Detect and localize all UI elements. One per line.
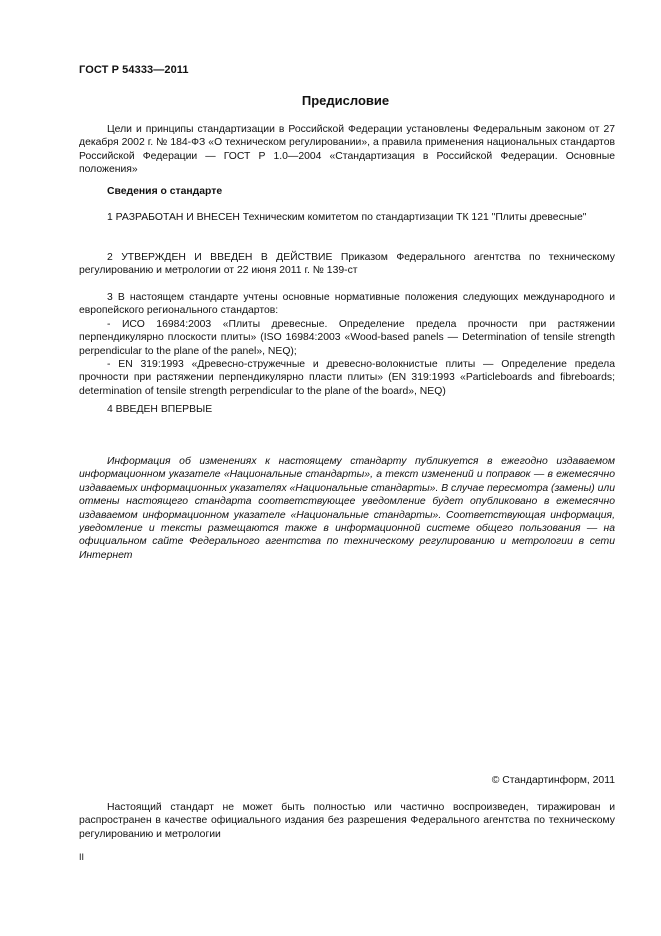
info-notice-text: Информация об изменениях к настоящему стандарту публикуется в ежегодно издаваемом информационном указателе «Национальные стандарты», а текст изменений и поправок — в ежемесячно издаваемых информационных указателях «Национальные стандарты». В случае пересмотра (замены) или отмены настоящего стандарта соответствующее уведомление будет опубликовано в ежемесячно издаваемом информационном указателе «Национальные стандарты». Соответствующая информация, уведомление и тексты размещаются также в информационной системе общего пользования — на официальном сайте Федерального агентства по техническому регулированию и метрологии в сети Интернет: [79, 456, 615, 561]
item-3: [79, 291, 615, 398]
item-2-text: 2 УТВЕРЖДЕН И ВВЕДЕН В ДЕЙСТВИЕ Приказом Федерального агентства по техническому регулированию и метрологии от 22 июня 2011 г. № 139-ст: [79, 252, 615, 277]
standard-info-heading-wrap: [79, 185, 615, 198]
item-1: [79, 211, 615, 224]
section-heading: Сведения о стандарте: [107, 186, 223, 197]
intro-section: [79, 123, 615, 177]
item-2: [79, 251, 615, 278]
item-3-sub-2: - EN 319:1993 «Древесно-стружечные и древесно-волокнистые плиты — Определение предела прочности при растяжении перпендикулярно пласти плиты» (EN 319:1993 «Particleboards and fibreboards; determination of tensile strength perpendicular to the plane of the board», NEQ): [79, 359, 615, 397]
item-3-sub-1: - ИСО 16984:2003 «Плиты древесные. Определение предела прочности при растяжении перпендикулярно плоскости плиты» (ISO 16984:2003 «Wood-based panels — Determination of tensile strength perpendicular to the plane of the panel», NEQ);: [79, 318, 615, 357]
item-4-text: 4 ВВЕДЕН ВПЕРВЫЕ: [107, 404, 213, 415]
page-number: II: [79, 852, 85, 862]
footer-notice-text: Настоящий стандарт не может быть полностью или частично воспроизведен, тиражирован и распространен в качестве официального издания без разрешения Федерального агентства по техническому регулированию и метрологии: [79, 802, 615, 840]
page-title: Предисловие: [301, 93, 390, 108]
item-1-text: 1 РАЗРАБОТАН И ВНЕСЕН Техническим комитетом по стандартизации ТК 121 "Плиты древесные": [107, 212, 587, 223]
footer-notice-section: [79, 801, 615, 841]
info-notice-section: [79, 455, 615, 562]
intro-paragraph: Цели и принципы стандартизации в Российской Федерации установлены Федеральным законом от 27 декабря 2002 г. № 184-ФЗ «О техническом регулировании», а правила применения национальных стандартов Российской Федерации — ГОСТ Р 1.0—2004 «Стандартизация в Российской Федерации. Основные положения»: [79, 124, 615, 176]
document-id-header: ГОСТ Р 54333—2011: [79, 64, 189, 76]
item-4: [79, 403, 615, 416]
item-3-text: 3 В настоящем стандарте учтены основные нормативные положения следующих международного и европейского регионального стандартов:: [79, 292, 615, 317]
copyright-line: © Стандартинформ, 2011: [491, 775, 615, 786]
